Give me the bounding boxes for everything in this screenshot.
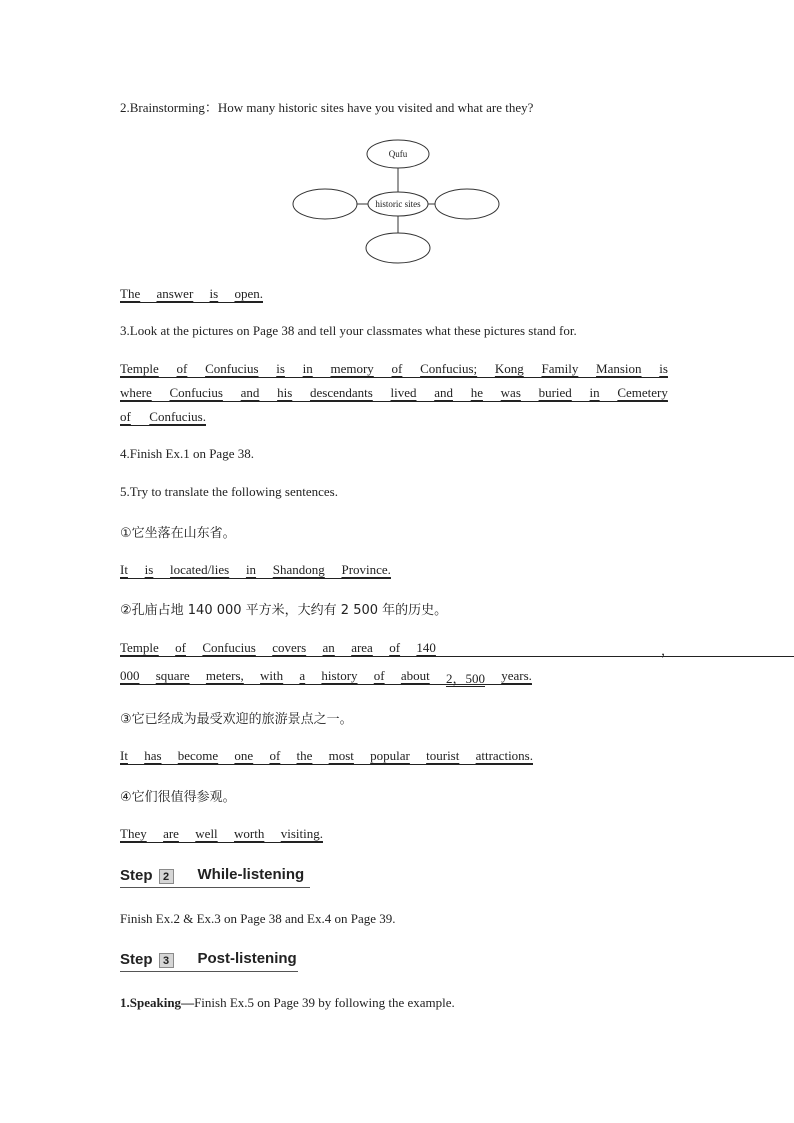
answer-word: history	[321, 668, 358, 683]
step-3-heading	[120, 950, 297, 968]
step-number-badge: 3	[159, 953, 174, 968]
answer-word: Confucius	[169, 385, 223, 400]
answer-word: a	[299, 668, 306, 683]
question-3: 3.Look at the pictures on Page 38 and tell your classmates what these pictures stand for.	[120, 323, 577, 338]
answer-word: It	[120, 562, 128, 577]
answer-word: meters,	[205, 668, 244, 683]
step-3-rule	[120, 971, 298, 972]
step-3-item-1	[120, 995, 455, 1011]
sentence-1-answer	[120, 562, 391, 578]
question-number: 2.	[120, 100, 130, 115]
node-top-label: Qufu	[388, 149, 408, 159]
node-left	[293, 189, 357, 219]
answer-underline	[120, 764, 533, 765]
answer-word: is	[659, 361, 668, 376]
answer-underline	[120, 578, 391, 579]
answer-word: are	[163, 826, 179, 841]
answer-word: covers	[272, 640, 307, 655]
answer-word: and	[240, 385, 260, 400]
answer-word: of	[120, 409, 131, 424]
item-number: 1.	[120, 995, 130, 1010]
answer-word: most	[328, 748, 354, 763]
answer-word: Shandong	[272, 562, 325, 577]
answer-word: of	[175, 640, 187, 655]
answer-word: Cemetery	[617, 385, 668, 400]
answer-word: is	[144, 562, 154, 577]
answer-word: in	[589, 385, 600, 400]
question-5: 5.Try to translate the following sentences.	[120, 484, 338, 499]
answer-word: Kong	[494, 361, 524, 376]
answer-word: well	[195, 826, 218, 841]
answer-word: 140	[416, 640, 436, 655]
answer-word: descendants	[309, 385, 373, 400]
answer-word: is	[209, 286, 219, 301]
q3-answer-line-3	[120, 409, 206, 425]
answer-word: visiting.	[280, 826, 323, 841]
answer-word: located/lies	[170, 562, 230, 577]
answer-word: Confucius	[205, 361, 259, 376]
diagram-svg	[290, 136, 502, 266]
answer-word: area	[351, 640, 373, 655]
answer-word: popular	[370, 748, 410, 763]
answer-underline	[120, 377, 668, 378]
answer-word: buried	[538, 385, 572, 400]
sentence-4-answer	[120, 826, 323, 842]
answer-word: of	[389, 640, 401, 655]
answer-word: lived	[390, 385, 417, 400]
answer-word: Mansion	[596, 361, 642, 376]
answer-underline	[120, 425, 206, 426]
answer-word: the	[296, 748, 313, 763]
question-2	[120, 97, 533, 116]
step-word: Step	[120, 951, 153, 968]
sentence-3-chinese: ③它已经成为最受欢迎的旅游景点之一。	[120, 712, 353, 727]
q2-answer	[120, 286, 263, 302]
answer-word: Confucius	[202, 640, 256, 655]
step-2-instruction: Finish Ex.2 & Ex.3 on Page 38 and Ex.4 on Page 39.	[120, 911, 396, 926]
node-center-label: historic sites	[375, 199, 421, 209]
answer-word: tourist	[426, 748, 460, 763]
answer-underline	[120, 656, 794, 657]
answer-underline	[120, 842, 323, 843]
answer-underline	[120, 302, 263, 303]
answer-word: answer	[156, 286, 194, 301]
sentence-4-chinese: ④它们很值得参观。	[120, 790, 236, 805]
answer-word: one	[234, 748, 254, 763]
answer-word: was	[500, 385, 521, 400]
answer-word: Confucius.	[149, 409, 206, 424]
q3-answer-line-2	[120, 385, 668, 401]
item-dash: —	[181, 995, 195, 1010]
answer-word: where	[120, 385, 152, 400]
answer-word: It	[120, 748, 128, 763]
answer-word: Province.	[341, 562, 391, 577]
step-word: Step	[120, 867, 153, 884]
sentence-1-chinese: ①它坐落在山东省。	[120, 526, 236, 541]
answer-word: of	[176, 361, 188, 376]
answer-word: square	[155, 668, 190, 683]
answer-word: 2，500	[445, 671, 485, 686]
brainstorm-diagram	[290, 136, 502, 266]
answer-word: become	[177, 748, 219, 763]
question-label: Brainstorming：	[129, 100, 218, 115]
answer-word: years.	[501, 668, 532, 683]
answer-word: Temple	[120, 361, 159, 376]
answer-word: of	[391, 361, 403, 376]
answer-word: about	[400, 668, 430, 683]
answer-word: memory	[330, 361, 374, 376]
sentence-2-chinese: ②孔庙占地 140 000 平方米，大约有 2 500 年的历史。	[120, 603, 448, 618]
node-bottom	[366, 233, 430, 263]
answer-word: in	[302, 361, 313, 376]
step-number-badge: 2	[159, 869, 174, 884]
sentence-3-answer	[120, 748, 533, 764]
answer-word: in	[245, 562, 257, 577]
answer-word: 000	[120, 668, 140, 683]
answer-word: Family	[541, 361, 579, 376]
step-2-rule	[120, 887, 310, 888]
item-text: Finish Ex.5 on Page 39 by following the example.	[194, 995, 455, 1010]
answer-word: Temple	[120, 640, 159, 655]
item-label: Speaking	[129, 995, 182, 1010]
answer-word: They	[120, 826, 147, 841]
answer-word: and	[434, 385, 453, 400]
answer-word: Confucius;	[420, 361, 478, 376]
answer-word: has	[144, 748, 162, 763]
answer-word: of	[269, 748, 281, 763]
answer-word: an	[322, 640, 335, 655]
answer-word: is	[276, 361, 285, 376]
step-title: Post-listening	[197, 950, 297, 967]
answer-word: with	[260, 668, 284, 683]
answer-word: attractions.	[475, 748, 533, 763]
question-text: How many historic sites have you visited and what are they?	[217, 100, 534, 115]
answer-word: of	[373, 668, 385, 683]
answer-word: worth	[234, 826, 265, 841]
question-4: 4.Finish Ex.1 on Page 38.	[120, 446, 254, 461]
answer-word: his	[277, 385, 293, 400]
answer-underline	[120, 684, 532, 685]
answer-word: he	[470, 385, 483, 400]
answer-underline	[120, 401, 668, 402]
answer-word: The	[120, 286, 141, 301]
q3-answer-line-1	[120, 361, 668, 377]
step-2-heading	[120, 866, 304, 884]
answer-word: open.	[234, 286, 263, 301]
step-title: While-listening	[197, 866, 305, 883]
node-right	[435, 189, 499, 219]
answer-comma: ，	[661, 643, 675, 658]
sentence-2-answer-line-1	[120, 640, 436, 656]
